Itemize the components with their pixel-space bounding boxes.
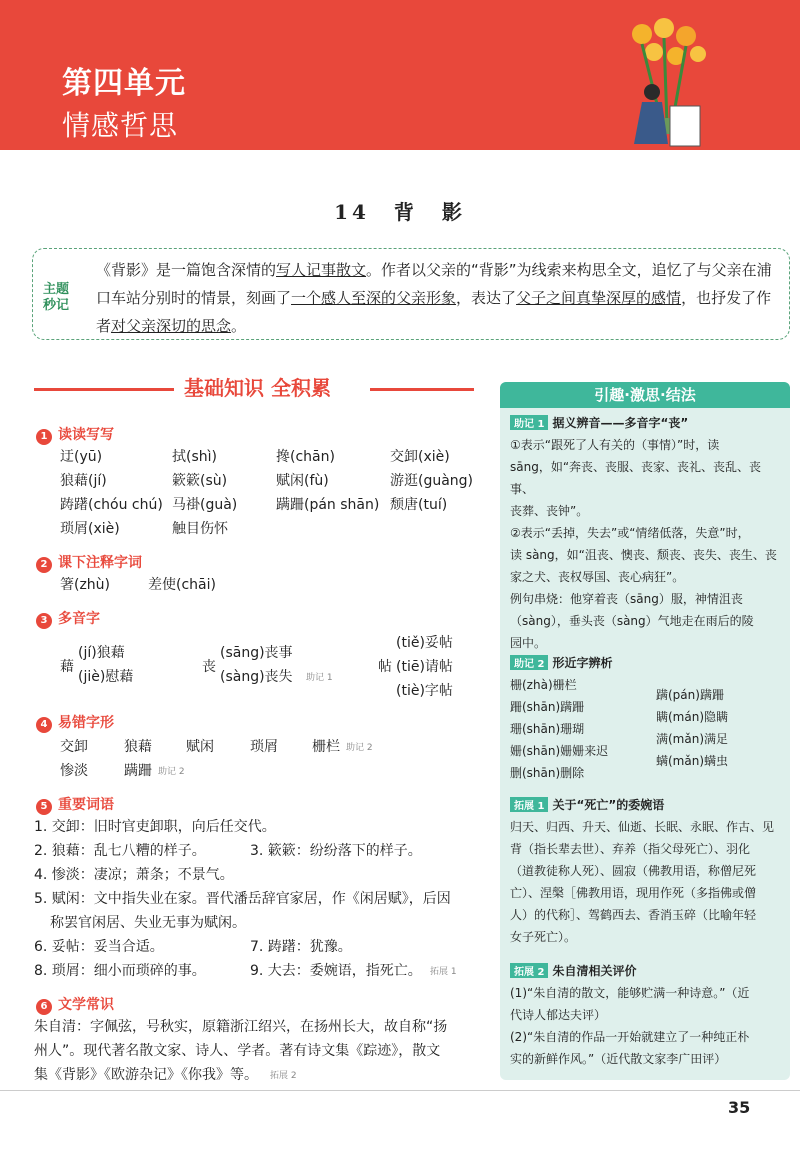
term-item: 3. 簌簌：纷纷落下的样子。 [250,843,422,859]
subsection-title-4: 4 易错字形 [36,712,114,733]
word: 琐屑(xiè) [60,521,120,537]
expand-note: 拓展 2 [270,1071,297,1081]
polyphone-reading: (jí)狼藉 [78,645,125,661]
word: 蹒跚 [124,763,152,779]
literature-line: 集《背影》《欧游杂记》《你我》等。 [34,1067,258,1083]
word: 马褂(guà) [172,497,238,513]
word: 交卸 [60,739,88,755]
term-item: 1. 交卸：旧时官吏卸职，向后任交代。 [34,819,276,835]
literature-line: 朱自清：字佩弦，号秋实，原籍浙江绍兴，在扬州长大，故自称“扬 [34,1019,448,1035]
polyphone-reading: (sàng)丧失 [220,669,293,685]
polyphone-reading: (tiè)字帖 [396,683,453,699]
expand-note: 拓展 1 [430,967,457,977]
word: 栅栏 [312,739,340,755]
term-item: 5. 赋闲：文中指失业在家。晋代潘岳辞官家居，作《闲居赋》，后因 [34,891,451,907]
word: 踌躇(chóu chú) [60,497,163,513]
sidebar-heading: 助记 1 据义辨音——多音字“丧” [510,414,688,431]
theme-label: 主题秒记 [42,282,69,313]
word: 惨淡 [60,763,88,779]
word: 赋闲 [186,739,214,755]
sidebar-paragraph: (1)“朱自清的散文，能够贮满一种诗意。”（近 代诗人郁达夫评） (2)“朱自清的作品一开始就建立了一种纯正朴 实的新鲜作风。”（近代散文家李广田评） [510,986,750,1066]
word: 狼藉 [124,739,152,755]
sidebar-heading: 助记 2 形近字辨析 [510,654,612,671]
page-number: 35 [728,1098,751,1117]
word: 差使(chāi) [148,577,216,593]
word: 琐屑 [250,739,278,755]
literature-line: 州人”。现代著名散文家、诗人、学者。著有诗文集《踪迹》，散文 [34,1043,441,1059]
sidebar-title: 引趣·激思·结法 [500,382,790,408]
term-item: 9. 大去：委婉语，指死亡。 [250,963,422,979]
word: 迂(yū) [60,449,103,465]
subsection-title-6: 6 文学常识 [36,994,114,1015]
word: 拭(shì) [172,449,217,465]
sidebar-paragraph: 归天、归西、升天、仙逝、长眠、永眠、作古、见 背（指长辈去世）、弃养（指父母死亡）、羽化 （道教徒称人死）、圆寂（佛教用语，称僧尼死 亡）、涅槃［佛教用语，现用作死（多指佛或僧 人）的代称］、驾鹤西去、香消玉碎（比喻年轻 女子死亡）。 [510,820,775,944]
unit-subtitle: 情感哲思 [62,109,179,142]
unit-title: 第四单元 [62,66,186,101]
word: 狼藉(jí) [60,473,107,489]
subsection-title-2: 2 课下注释字词 [36,552,142,573]
word: 赋闲(fù) [276,473,329,489]
reading-person-illustration [612,14,732,164]
footer-line [0,1090,800,1091]
word: 搀(chān) [276,449,335,465]
sidebar-paragraph: ①表示“跟死了人有关的（事情）”时，读 sāng，如“奔丧、丧服、丧家、丧礼、丧乱、丧事、 丧葬、丧钟”。 ②表示“丢掉，失去”或“情绪低落，失意”时， 读 sàng，如“沮丧、懊丧、颓丧、丧失、丧生、丧 家之犬、丧权辱国、丧心病狂”。 例句串烧：他穿着丧（sāng）服，神情沮丧 （sàng），垂头丧（sàng）气地走在雨后的陵 园中。 [510,438,777,650]
subsection-title-1: 1 读读写写 [36,424,114,445]
sidebar-heading: 拓展 1 关于“死亡”的委婉语 [510,796,664,813]
word: 游逛(guàng) [390,473,474,489]
term-item: 6. 妥帖：妥当合适。 [34,939,164,955]
subsection-title-5: 5 重要词语 [36,794,114,815]
word: 簌簌(sù) [172,473,228,489]
polyphone-reading: (tiē)请帖 [396,659,453,675]
sidebar-heading: 拓展 2 朱自清相关评价 [510,962,636,979]
memo-note: 助记 2 [158,767,185,777]
term-item: 4. 惨淡：凄凉；萧条；不景气。 [34,867,234,883]
term-item: 称罢官闲居、失业无事为赋闲。 [50,915,246,931]
memo-note: 助记 2 [346,743,373,753]
theme-text: 《背影》是一篇饱含深情的写人记事散文。作者以父亲的“背影”为线索来构思全文，追忆了与父亲在浦口车站分别时的情景，刻画了一个感人至深的父亲形象，表达了父子之间真挚深厚的感情，也抒发了作者对父亲深切的思念。 [96,261,772,335]
term-item: 8. 琐屑：细小而琐碎的事。 [34,963,206,979]
word: 交卸(xiè) [390,449,450,465]
similar-chars-group: 蹒(pán)蹒跚 瞒(mán)隐瞒 满(mǎn)满足 螨(mǎn)螨虫 [656,688,729,768]
term-item: 2. 狼藉：乱七八糟的样子。 [34,843,206,859]
section-header [34,372,474,402]
polyphone-reading: (jiè)慰藉 [78,669,134,685]
word: 蹒跚(pán shān) [276,497,380,513]
polyphone-char: 藉 [60,659,74,675]
memo-note: 助记 1 [306,673,333,683]
polyphone-char: 帖 [378,659,392,675]
word: 颓唐(tuí) [390,497,448,513]
polyphone-reading: (sāng)丧事 [220,645,293,661]
word: 触目伤怀 [172,521,228,537]
similar-chars-group: 栅(zhà)栅栏 跚(shān)蹒跚 珊(shān)珊瑚 姗(shān)姗姗来迟 删(shān)删除 [510,678,609,780]
subsection-title-3: 3 多音字 [36,608,100,629]
section-title: 基础知识 全积累 [184,376,331,400]
polyphone-char: 丧 [202,659,216,675]
term-item: 7. 踌躇：犹豫。 [250,939,352,955]
lesson-title: 14 背 影 [334,200,466,224]
word: 箸(zhù) [60,577,111,593]
polyphone-reading: (tiě)妥帖 [396,635,453,651]
